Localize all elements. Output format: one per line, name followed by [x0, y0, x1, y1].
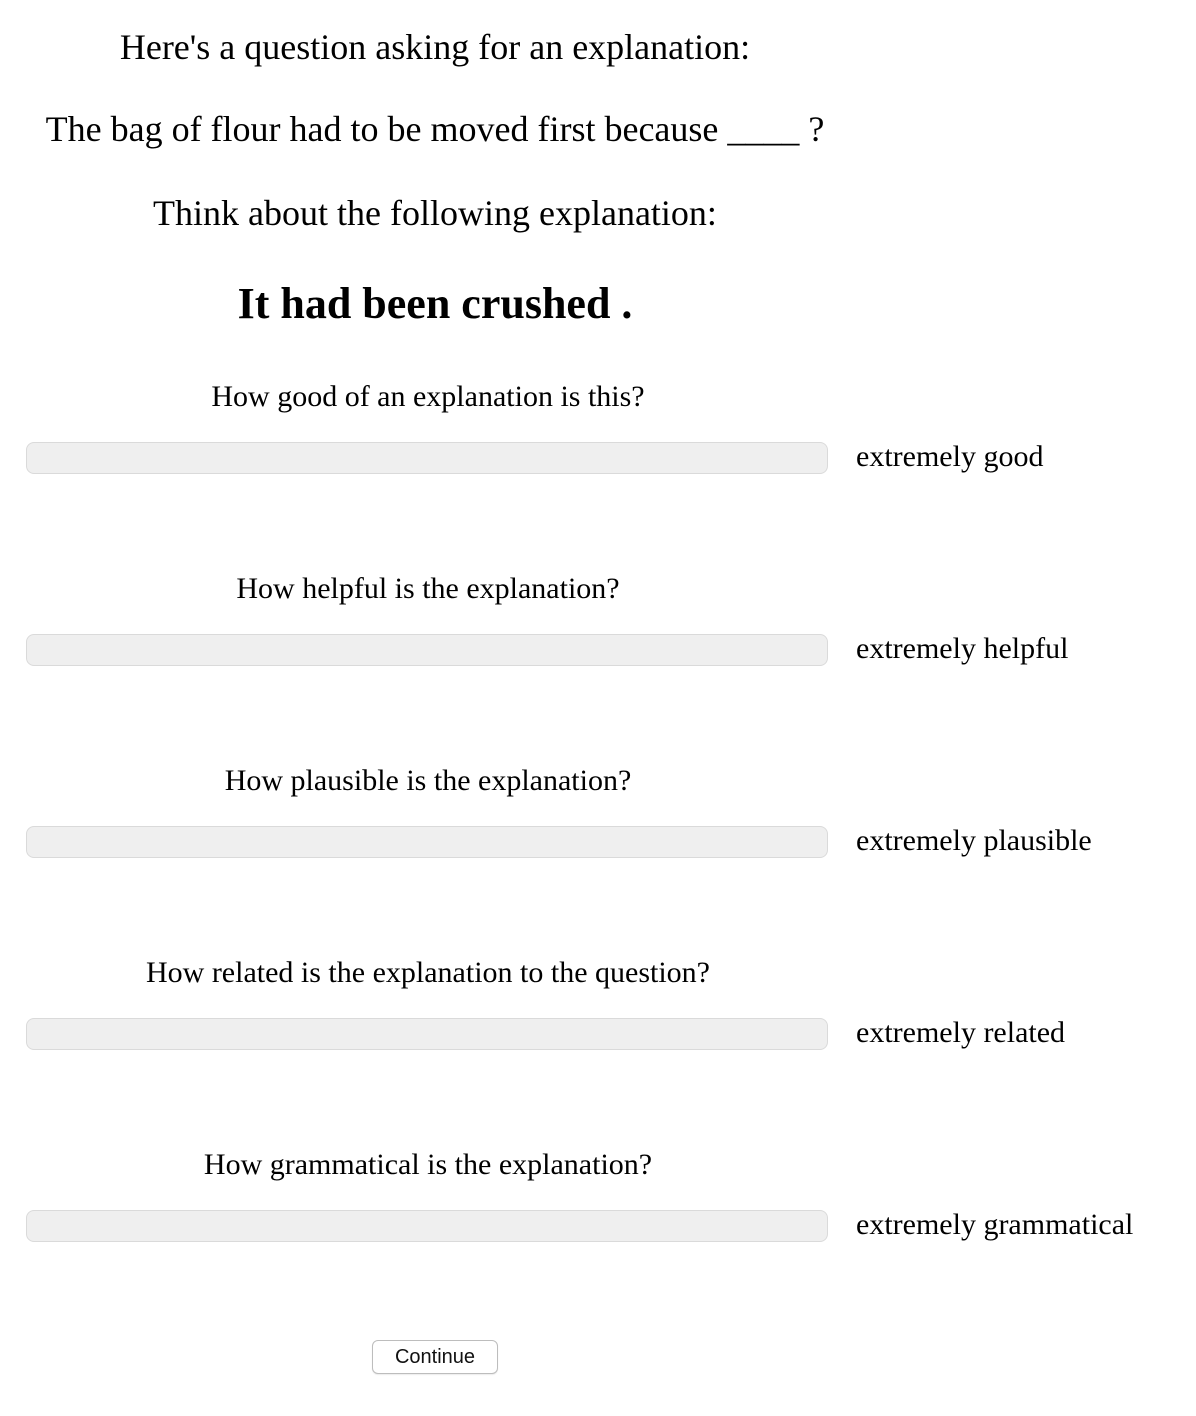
think-prompt: Think about the following explanation:: [153, 193, 717, 233]
end-label-good: extremely good: [856, 440, 1044, 473]
rating-prompt-grammatical: How grammatical is the explanation?: [203, 1148, 653, 1181]
rating-prompt-good: How good of an explanation is this?: [211, 380, 645, 413]
rating-prompt-helpful: How helpful is the explanation?: [236, 572, 620, 605]
slider-plausible[interactable]: [26, 826, 828, 858]
slider-related[interactable]: [26, 1018, 828, 1050]
rating-grammatical: [0, 1148, 1196, 1268]
end-label-related: extremely related: [856, 1016, 1066, 1049]
continue-button[interactable]: Continue: [372, 1340, 498, 1374]
explanation-text: It had been crushed .: [237, 279, 633, 328]
rating-prompt-related: How related is the explanation to the question?: [145, 956, 710, 989]
rating-plausible: [0, 764, 1196, 884]
slider-good[interactable]: [26, 442, 828, 474]
slider-helpful[interactable]: [26, 634, 828, 666]
rating-helpful: [0, 572, 1196, 692]
end-label-plausible: extremely plausible: [856, 824, 1092, 857]
question-text: The bag of flour had to be moved first because ____ ?: [45, 109, 825, 149]
rating-good: [0, 380, 1196, 500]
intro-text: Here's a question asking for an explanation:: [119, 27, 751, 67]
rating-related: [0, 956, 1196, 1076]
slider-grammatical[interactable]: [26, 1210, 828, 1242]
end-label-helpful: extremely helpful: [856, 632, 1069, 665]
rating-prompt-plausible: How plausible is the explanation?: [224, 764, 632, 797]
end-label-grammatical: extremely grammatical: [856, 1208, 1134, 1241]
